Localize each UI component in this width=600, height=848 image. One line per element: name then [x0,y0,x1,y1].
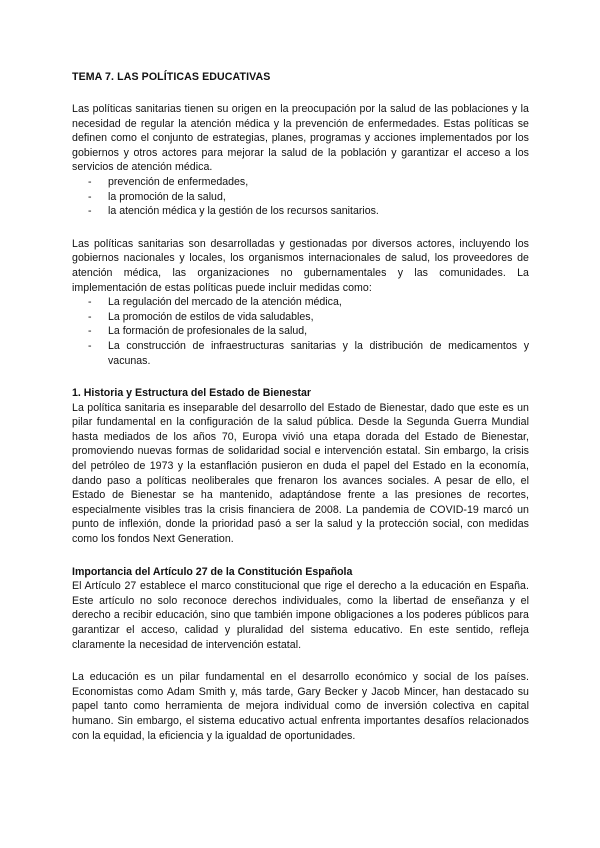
list-item: - prevención de enfermedades, [88,175,249,188]
section2-body-2: La educación es un pilar fundamental en el desarrollo económico y social de los países. Economistas como Adam Smith y, más tarde, Gary Becker y Jacob Mincer, han destacado su papel tanto como herramienta de mejora individual como de inversión colectiva en capital humano. Sin embargo, el sistema educativo actual enfrenta importantes desafíos relacionados con la equidad, la eficiencia y la igualdad de oportunidades. [72,671,529,742]
list-item: - la atención médica y la gestión de los recursos sanitarios. [88,205,379,218]
policy-scope-list [72,175,529,219]
dash-bullet: - [88,339,92,352]
list-item: - La formación de profesionales de la salud, [88,325,308,338]
intro-paragraph: Las políticas sanitarias tienen su origen en la preocupación por la salud de las poblaciones y la necesidad de regular la atención médica y la prevención de enfermedades. Estas políticas se definen como el conjunto de estrategias, planes, programas y acciones implementados por los gobiernos y otros actores para mejorar la salud de la población y garantizar el acceso a los servicios de atención médica. [72,103,529,174]
dash-bullet: - [88,205,92,218]
dash-bullet: - [88,190,92,203]
actors-paragraph: Las políticas sanitarias son desarrolladas y gestionadas por diversos actores, incluyendo los gobiernos nacionales y locales, los organismos internacionales de salud, los proveedores de atención médica, las organizaciones no gubernamentales y las comunidades. La implementación de estas políticas puede incluir medidas como: [72,237,529,294]
dash-bullet: - [88,325,92,338]
section2-heading: Importancia del Artículo 27 de la Constitución Española [72,565,353,578]
section1-heading: 1. Historia y Estructura del Estado de Bienestar [72,387,312,400]
dash-bullet: - [88,310,92,323]
list-item: - La construcción de infraestructuras sanitarias y la distribución de medicamentos y vacunas. [88,339,529,367]
page-title: TEMA 7. LAS POLÍTICAS EDUCATIVAS [72,71,271,83]
measures-list [72,295,529,368]
list-item: - La regulación del mercado de la atención médica, [88,296,342,309]
dash-bullet: - [88,175,92,188]
list-item: - la promoción de la salud, [88,190,226,203]
dash-bullet: - [88,296,92,309]
list-item: - La promoción de estilos de vida saludables, [88,310,314,323]
section2-body: El Artículo 27 establece el marco constitucional que rige el derecho a la educación en España. Este artículo no solo reconoce derechos individuales, como la libertad de enseñanza y el derecho a recibir educación, sino que también impone obligaciones a los poderes públicos para garantizar el acceso, calidad y pluralidad del sistema educativo. En este sentido, refleja claramente la necesidad de intervención estatal. [72,580,529,651]
section1-body: La política sanitaria es inseparable del desarrollo del Estado de Bienestar, dado que este es un pilar fundamental en la configuración de la salud pública. Desde la Segunda Guerra Mundial hasta mediados de los años 70, Europa vivió una etapa dorada del Estado de Bienestar, promoviendo nuevas formas de solidaridad social e intervención estatal. Sin embargo, la crisis del petróleo de 1973 y la estanflación pusieron en duda el papel del Estado en la economía, dando paso a políticas neoliberales que frenaron los avances sociales. A pesar de ello, el Estado de Bienestar se ha mantenido, adaptándose frente a las presiones de recortes, especialmente visibles tras la crisis financiera de 2008. La pandemia de COVID-19 marcó un punto de inflexión, donde la prioridad pasó a ser la salud y la protección social, con medidas como los fondos Next Generation. [72,401,529,546]
